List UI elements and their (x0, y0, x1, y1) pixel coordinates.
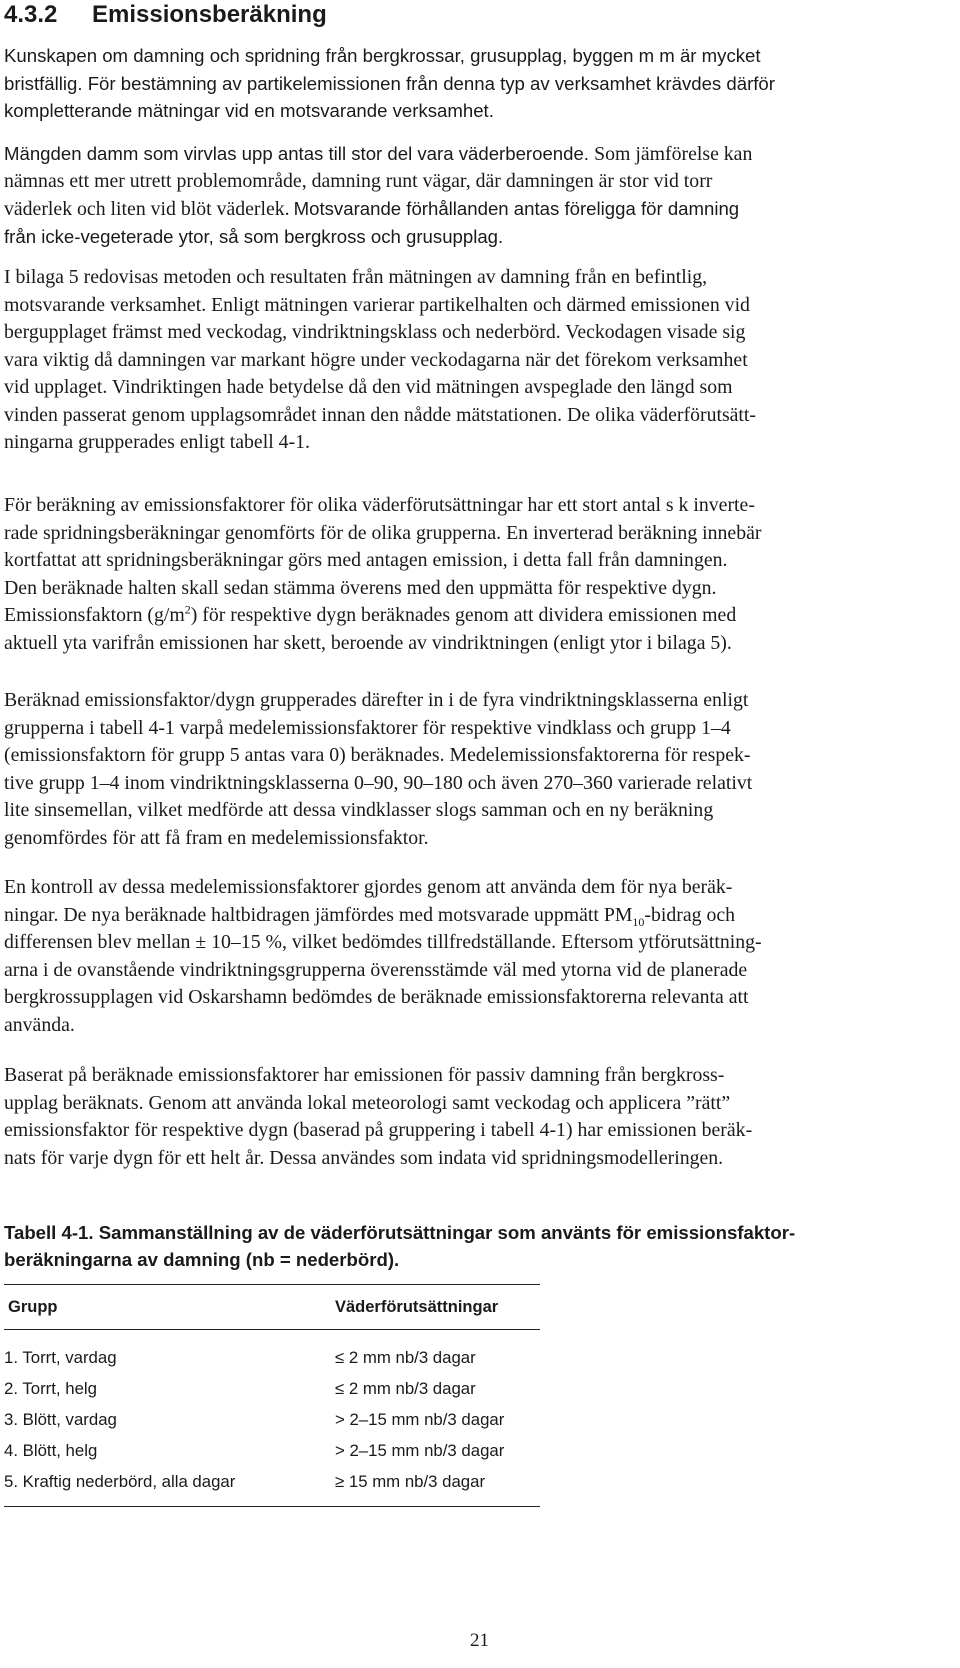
table-row (4, 1435, 540, 1466)
paragraph-line: kompletterande mätningar vid en motsvarande verksamhet. (4, 100, 494, 121)
table-row (4, 1466, 540, 1497)
subscript: 10 (632, 914, 645, 929)
paragraph-line: bergkrossupplagen vid Oskarshamn bedömdes de beräknade emissionsfaktorerna relevanta att (4, 986, 749, 1008)
section-title: Emissionsberäkning (92, 1, 327, 28)
paragraph-line: Baserat på beräknade emissionsfaktorer har emissionen för passiv damning från bergkross- (4, 1064, 725, 1086)
paragraph-line-part: -bidrag och (644, 903, 736, 926)
table-body (4, 1330, 540, 1506)
paragraph-line: (emissionsfaktorn för grupp 5 antas vara 0) beräknades. Medelemissionsfaktorerna för respek- (4, 744, 751, 766)
paragraph-1 (4, 42, 949, 125)
table-caption (4, 1219, 795, 1273)
paragraph-line: Kunskapen om damning och spridning från bergkrossar, grusupplag, byggen m m är mycket (4, 45, 761, 66)
paragraph-line: Den beräknade halten skall sedan stämma överens med den uppmätta för respektive dygn. (4, 576, 717, 599)
paragraph-line (4, 195, 949, 223)
paragraph-line: kortfattat att spridningsberäkningar görs med antagen emission, i detta fall från damningen. (4, 549, 728, 571)
superscript: 2 (184, 602, 191, 617)
paragraph-line: från icke-vegeterade ytor, så som bergkross och grusupplag. (4, 225, 504, 247)
paragraph-line: vara viktig då damningen var markant högre under veckodagarna när det förekom verksamhet (4, 348, 748, 371)
paragraph-line: ningarna grupperades enligt tabell 4-1. (4, 431, 310, 453)
table-cell-condition: > 2–15 mm nb/3 dagar (335, 1440, 505, 1460)
paragraph-line: En kontroll av dessa medelemissionsfaktorer gjordes genom att använda dem för nya beräk- (4, 876, 733, 898)
section-number: 4.3.2 (4, 1, 58, 28)
paragraph-line: Beräknad emissionsfaktor/dygn grupperades därefter in i de fyra vindriktningsklasserna enligt (4, 689, 749, 711)
table-cell-group: 3. Blött, vardag (4, 1409, 117, 1429)
table-bottom-rule (4, 1506, 540, 1507)
paragraph-line-sans: Mängden damm som virvlas upp antas till stor del vara väderberoende. (4, 143, 589, 164)
caption-line: beräkningarna av damning (nb = nederbörd). (4, 1249, 400, 1270)
table-row (4, 1373, 540, 1404)
page-number: 21 (470, 1630, 489, 1651)
paragraph-5 (4, 687, 949, 852)
paragraph-line-sans: Motsvarande förhållanden antas föreligga för damning (293, 198, 740, 219)
table-cell-group: 4. Blött, helg (4, 1440, 98, 1460)
paragraph-line-part: Emissionsfaktorn (g/m (4, 604, 185, 626)
caption-line: Tabell 4-1. Sammanställning av de väderförutsättningar som använts för emissionsfaktor- (4, 1222, 796, 1243)
table-cell-group: 1. Torrt, vardag (4, 1347, 117, 1367)
paragraph-line: använda. (4, 1013, 75, 1036)
paragraph-line: nats för varje dygn för ett helt år. Dessa användes som indata vid spridningsmodelleringen. (4, 1146, 724, 1169)
paragraph-line (4, 602, 949, 630)
paragraph-7 (4, 1062, 949, 1172)
table-row (4, 1404, 540, 1435)
paragraph-2 (4, 140, 949, 168)
table-cell-group: 5. Kraftig nederbörd, alla dagar (4, 1471, 236, 1491)
paragraph-line: genomfördes för att få fram en medelemissionsfaktor. (4, 826, 429, 849)
paragraph-line-serif: Som jämförelse kan (594, 143, 753, 165)
table-cell-condition: > 2–15 mm nb/3 dagar (335, 1409, 505, 1429)
paragraph-line: upplag beräknats. Genom att använda lokal meteorologi samt veckodag och applicera ”rätt” (4, 1091, 731, 1114)
paragraph-line: rade spridningsberäkningar genomförts för de olika grupperna. En inverterad beräkning innebär (4, 521, 762, 544)
table-cell-condition: ≤ 2 mm nb/3 dagar (335, 1378, 476, 1398)
paragraph-line: arna i de ovanstående vindriktningsgrupperna överensstämde väl med ytorna vid de planerade (4, 958, 748, 981)
table-cell-condition: ≥ 15 mm nb/3 dagar (335, 1471, 486, 1491)
paragraph-line: bergupplaget främst med veckodag, vindriktningsklass och nederbörd. Veckodagen visade sig (4, 321, 746, 343)
column-header-conditions: Väderförutsättningar (335, 1297, 499, 1316)
column-header-group: Grupp (8, 1297, 58, 1316)
paragraph-line (4, 902, 949, 930)
paragraph-2-cont (4, 168, 949, 251)
section-heading (4, 0, 327, 30)
paragraph-line: bristfällig. För bestämning av partikelemissionen från denna typ av verksamhet krävdes därför (4, 72, 775, 94)
paragraph-line: nämnas ett mer utrett problemområde, damning runt vägar, där damningen är stor vid torr (4, 169, 713, 192)
paragraph-line: vinden passerat genom upplagsområdet innan den nådde mätstationen. De olika väderförutsätt- (4, 403, 757, 426)
paragraph-6 (4, 874, 949, 1039)
table-cell-condition: ≤ 2 mm nb/3 dagar (335, 1347, 476, 1367)
table-header-row (4, 1285, 540, 1329)
paragraph-line: vid upplaget. Vindriktingen hade betydelse då den vid mätningen avspeglade den längd som (4, 376, 733, 398)
paragraph-line-part: ningar. De nya beräknade haltbidragen jämfördes med motsvarade uppmätt PM (4, 903, 633, 926)
paragraph-line (4, 140, 949, 168)
paragraph-4 (4, 492, 949, 657)
table-row (4, 1342, 540, 1373)
weather-conditions-table (4, 1284, 540, 1507)
paragraph-line: I bilaga 5 redovisas metoden och resultaten från mätningen av damning från en befintlig, (4, 266, 708, 288)
table-cell-group: 2. Torrt, helg (4, 1378, 97, 1398)
paragraph-line: grupperna i tabell 4-1 varpå medelemissionsfaktorer för respektive vindklass och grupp 1–4 (4, 716, 731, 739)
paragraph-line: differensen blev mellan ± 10–15 %, vilket bedömdes tillfredställande. Eftersom ytförutsättning- (4, 931, 762, 953)
paragraph-line: emissionsfaktor för respektive dygn (baserad på gruppering i tabell 4-1) har emissionen beräk- (4, 1119, 753, 1141)
paragraph-line-part: ) för respektive dygn beräknades genom att dividera emissionen med (190, 604, 737, 626)
paragraph-line: motsvarande verksamhet. Enligt mätningen varierar partikelhalten och därmed emissionen vid (4, 293, 750, 316)
paragraph-3 (4, 264, 949, 457)
paragraph-line: lite sinsemellan, vilket medförde att dessa vindklasser slogs samman och en ny beräkning (4, 799, 714, 821)
paragraph-line: aktuell yta varifrån emissionen har skett, beroende av vindriktningen (enligt ytor i bilaga 5). (4, 631, 732, 654)
paragraph-line-serif: väderlek och liten vid blöt väderlek. (4, 198, 290, 220)
paragraph-line: För beräkning av emissionsfaktorer för olika väderförutsättningar har ett stort antal s k inverte- (4, 494, 755, 516)
paragraph-line: tive grupp 1–4 inom vindriktningsklasserna 0–90, 90–180 och även 270–360 varierade relativt (4, 771, 753, 794)
